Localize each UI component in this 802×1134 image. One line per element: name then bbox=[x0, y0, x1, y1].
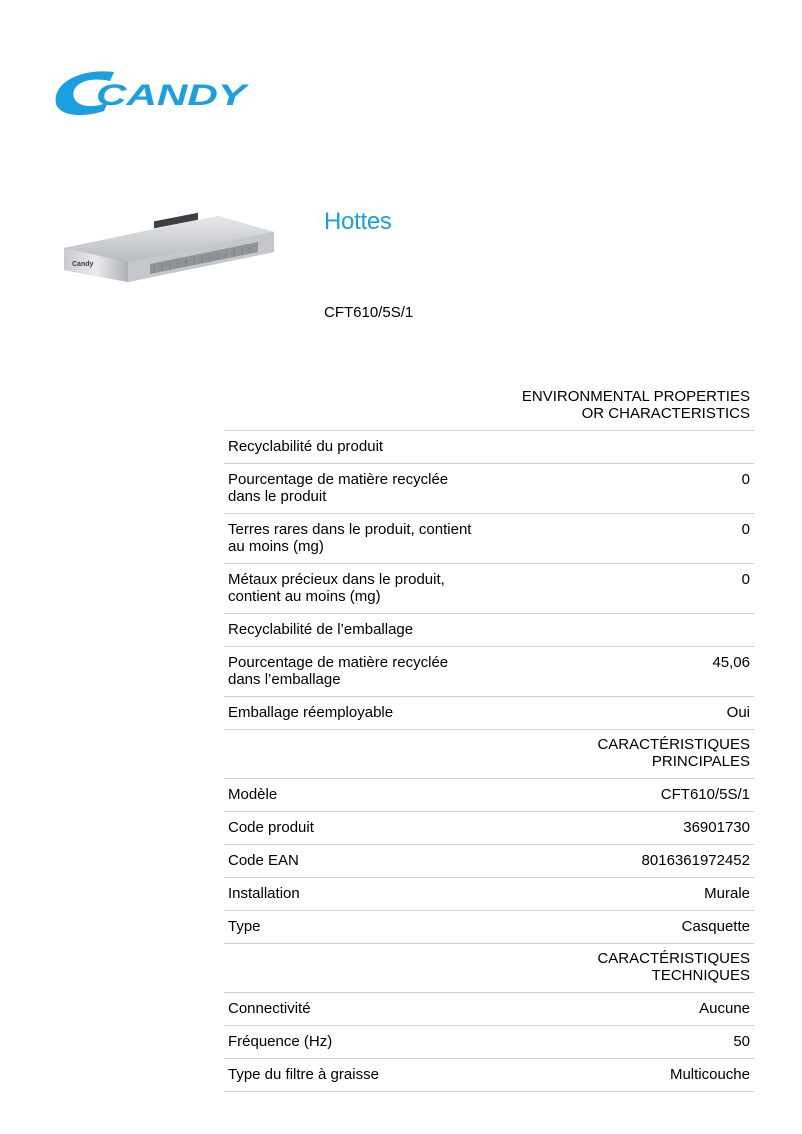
spec-label: Installation bbox=[228, 885, 300, 902]
spec-table bbox=[224, 382, 754, 1092]
spec-label: Fréquence (Hz) bbox=[228, 1033, 333, 1050]
spec-row bbox=[224, 993, 754, 1026]
spec-value: CFT610/5S/1 bbox=[660, 786, 750, 803]
hood-brand-text: Candy bbox=[72, 261, 94, 268]
spec-label: Métaux précieux dans le produit, contient au moins (mg) bbox=[228, 571, 445, 605]
spec-label: Modèle bbox=[228, 786, 278, 803]
section-header-environmental bbox=[224, 382, 754, 431]
range-hood-image bbox=[58, 212, 280, 290]
section-title: CARACTÉRISTIQUES TECHNIQUES bbox=[597, 950, 750, 984]
spec-value: Oui bbox=[726, 704, 750, 721]
spec-value: Aucune bbox=[699, 1000, 750, 1017]
spec-row bbox=[224, 1059, 754, 1092]
spec-label: Pourcentage de matière recyclée dans le produit bbox=[228, 471, 449, 505]
section-title: CARACTÉRISTIQUES PRINCIPALES bbox=[597, 736, 750, 770]
spec-row bbox=[224, 1026, 754, 1059]
spec-row bbox=[224, 514, 754, 564]
spec-row bbox=[224, 779, 754, 812]
spec-label: Type bbox=[228, 918, 261, 935]
spec-row bbox=[224, 697, 754, 730]
spec-label: Recyclabilité de l’emballage bbox=[228, 621, 414, 638]
spec-label: Connectivité bbox=[228, 1000, 311, 1017]
section-title: ENVIRONMENTAL PROPERTIES OR CHARACTERISTICS bbox=[521, 388, 750, 422]
spec-label: Code EAN bbox=[228, 852, 299, 869]
spec-value: 36901730 bbox=[683, 819, 750, 836]
candy-logo bbox=[52, 64, 252, 116]
spec-value: 8016361972452 bbox=[641, 852, 750, 869]
spec-value: Casquette bbox=[681, 918, 750, 935]
spec-label: Type du filtre à graisse bbox=[228, 1066, 379, 1083]
spec-label: Code produit bbox=[228, 819, 314, 836]
spec-row bbox=[224, 614, 754, 647]
product-model: CFT610/5S/1 bbox=[324, 304, 414, 321]
spec-value: Multicouche bbox=[669, 1066, 750, 1083]
section-header-principales bbox=[224, 730, 754, 779]
spec-value: 0 bbox=[741, 521, 750, 538]
spec-label: Terres rares dans le produit, contient au moins (mg) bbox=[228, 521, 472, 555]
brand-logo-text: CANDY bbox=[96, 79, 251, 112]
spec-row bbox=[224, 812, 754, 845]
spec-row bbox=[224, 911, 754, 944]
product-category: Hottes bbox=[324, 208, 392, 235]
spec-row bbox=[224, 464, 754, 514]
spec-row bbox=[224, 431, 754, 464]
spec-value: 45,06 bbox=[712, 654, 750, 671]
spec-label: Emballage réemployable bbox=[228, 704, 394, 721]
spec-row bbox=[224, 647, 754, 697]
spec-label: Recyclabilité du produit bbox=[228, 438, 384, 455]
spec-row bbox=[224, 845, 754, 878]
spec-row bbox=[224, 564, 754, 614]
spec-value: Murale bbox=[704, 885, 750, 902]
spec-value: 0 bbox=[741, 571, 750, 588]
spec-row bbox=[224, 878, 754, 911]
section-header-techniques bbox=[224, 944, 754, 993]
spec-label: Pourcentage de matière recyclée dans l’emballage bbox=[228, 654, 449, 688]
spec-value: 50 bbox=[733, 1033, 750, 1050]
spec-value: 0 bbox=[741, 471, 750, 488]
